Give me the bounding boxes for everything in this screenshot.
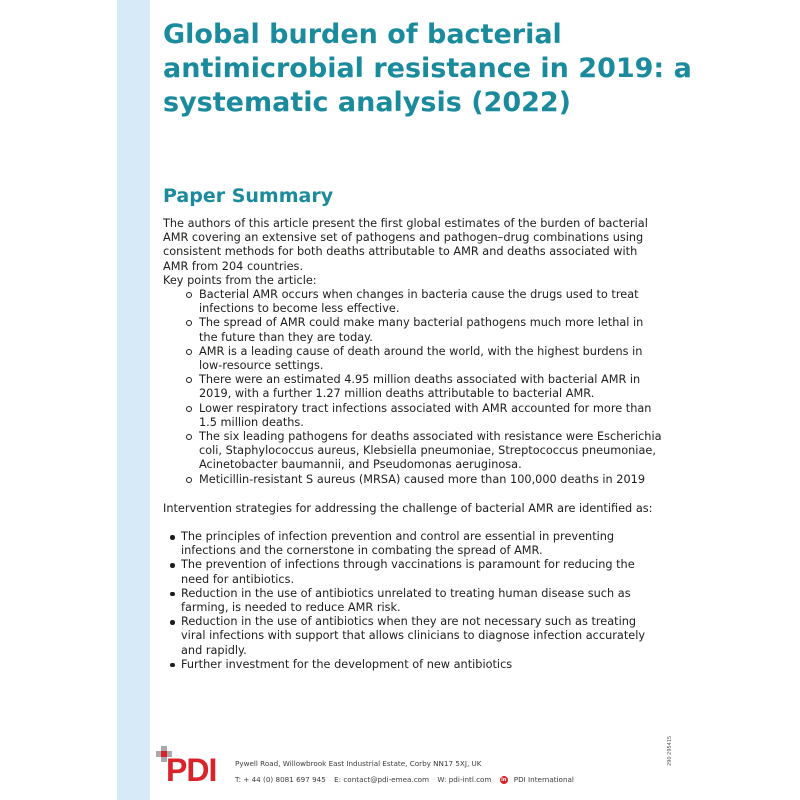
footer-linkedin[interactable]: PDI International xyxy=(513,775,574,784)
key-points-intro: Key points from the article: xyxy=(163,273,317,287)
key-points-list xyxy=(183,288,663,487)
footer-email[interactable]: E: contact@pdi-emea.com xyxy=(334,775,430,784)
key-point-item: The six leading pathogens for deaths associated with resistance were Escherichia coli, Staphylococcus aureus, Klebsiella pneumoniae, Streptococcus pneumoniae, Acinetobacter baumannii, and Pseudomonas aeruginosa. xyxy=(183,430,663,473)
strategy-item: Further investment for the development of new antibiotics xyxy=(165,658,663,672)
strategy-item: The prevention of infections through vaccinations is paramount for reducing the need for antibiotics. xyxy=(165,558,663,586)
key-point-item: AMR is a leading cause of death around the world, with the highest burdens in low-resource settings. xyxy=(183,345,663,373)
strategy-item: The principles of infection prevention and control are essential in preventing infections and the cornerstone in combating the spread of AMR. xyxy=(165,530,663,558)
footer-phone: T: + 44 (0) 8081 697 945 xyxy=(235,775,326,784)
key-point-item: Meticillin-resistant S aureus (MRSA) caused more than 100,000 deaths in 2019 xyxy=(183,473,663,487)
strategies-list xyxy=(165,530,663,672)
key-point-item: There were an estimated 4.95 million deaths associated with bacterial AMR in 2019, with a further 1.27 million deaths attributable to bacterial AMR. xyxy=(183,373,663,401)
left-accent-band xyxy=(117,0,150,800)
key-point-item: The spread of AMR could make many bacterial pathogens much more lethal in the future than they are today. xyxy=(183,316,663,344)
key-point-item: Lower respiratory tract infections associated with AMR accounted for more than 1.5 million deaths. xyxy=(183,402,663,430)
intervention-intro: Intervention strategies for addressing the challenge of bacterial AMR are identified as: xyxy=(163,502,653,515)
summary-paragraph: The authors of this article present the first global estimates of the burden of bacterial AMR covering an extensive set of pathogens and pathogen–drug combinations using consistent methods for both deaths attributable to AMR and deaths associated with AMR from 204 countries. xyxy=(163,217,648,273)
pdi-logo xyxy=(156,746,228,790)
key-point-item: Bacterial AMR occurs when changes in bacteria cause the drugs used to treat infections to become less effective. xyxy=(183,288,663,316)
logo-wordmark: PDI xyxy=(166,752,217,788)
strategy-item: Reduction in the use of antibiotics unrelated to treating human disease such as farming, is needed to reduce AMR risk. xyxy=(165,587,663,615)
section-heading: Paper Summary xyxy=(163,185,334,207)
linkedin-icon[interactable]: in xyxy=(501,777,507,783)
document-code: 290 295415 xyxy=(667,735,673,766)
footer-contact xyxy=(235,775,580,784)
footer-website[interactable]: W: pdi-intl.com xyxy=(437,775,492,784)
document-title: Global burden of bacterial antimicrobial resistance in 2019: a systematic analysis (2022) xyxy=(163,19,692,118)
footer-address: Pywell Road, Willowbrook East Industrial Estate, Corby NN17 5XJ, UK xyxy=(235,759,482,768)
strategy-item: Reduction in the use of antibiotics when they are not necessary such as treating viral infections with support that allows clinicians to diagnose infection accurately and rapidly. xyxy=(165,615,663,658)
summary-block xyxy=(163,217,663,288)
